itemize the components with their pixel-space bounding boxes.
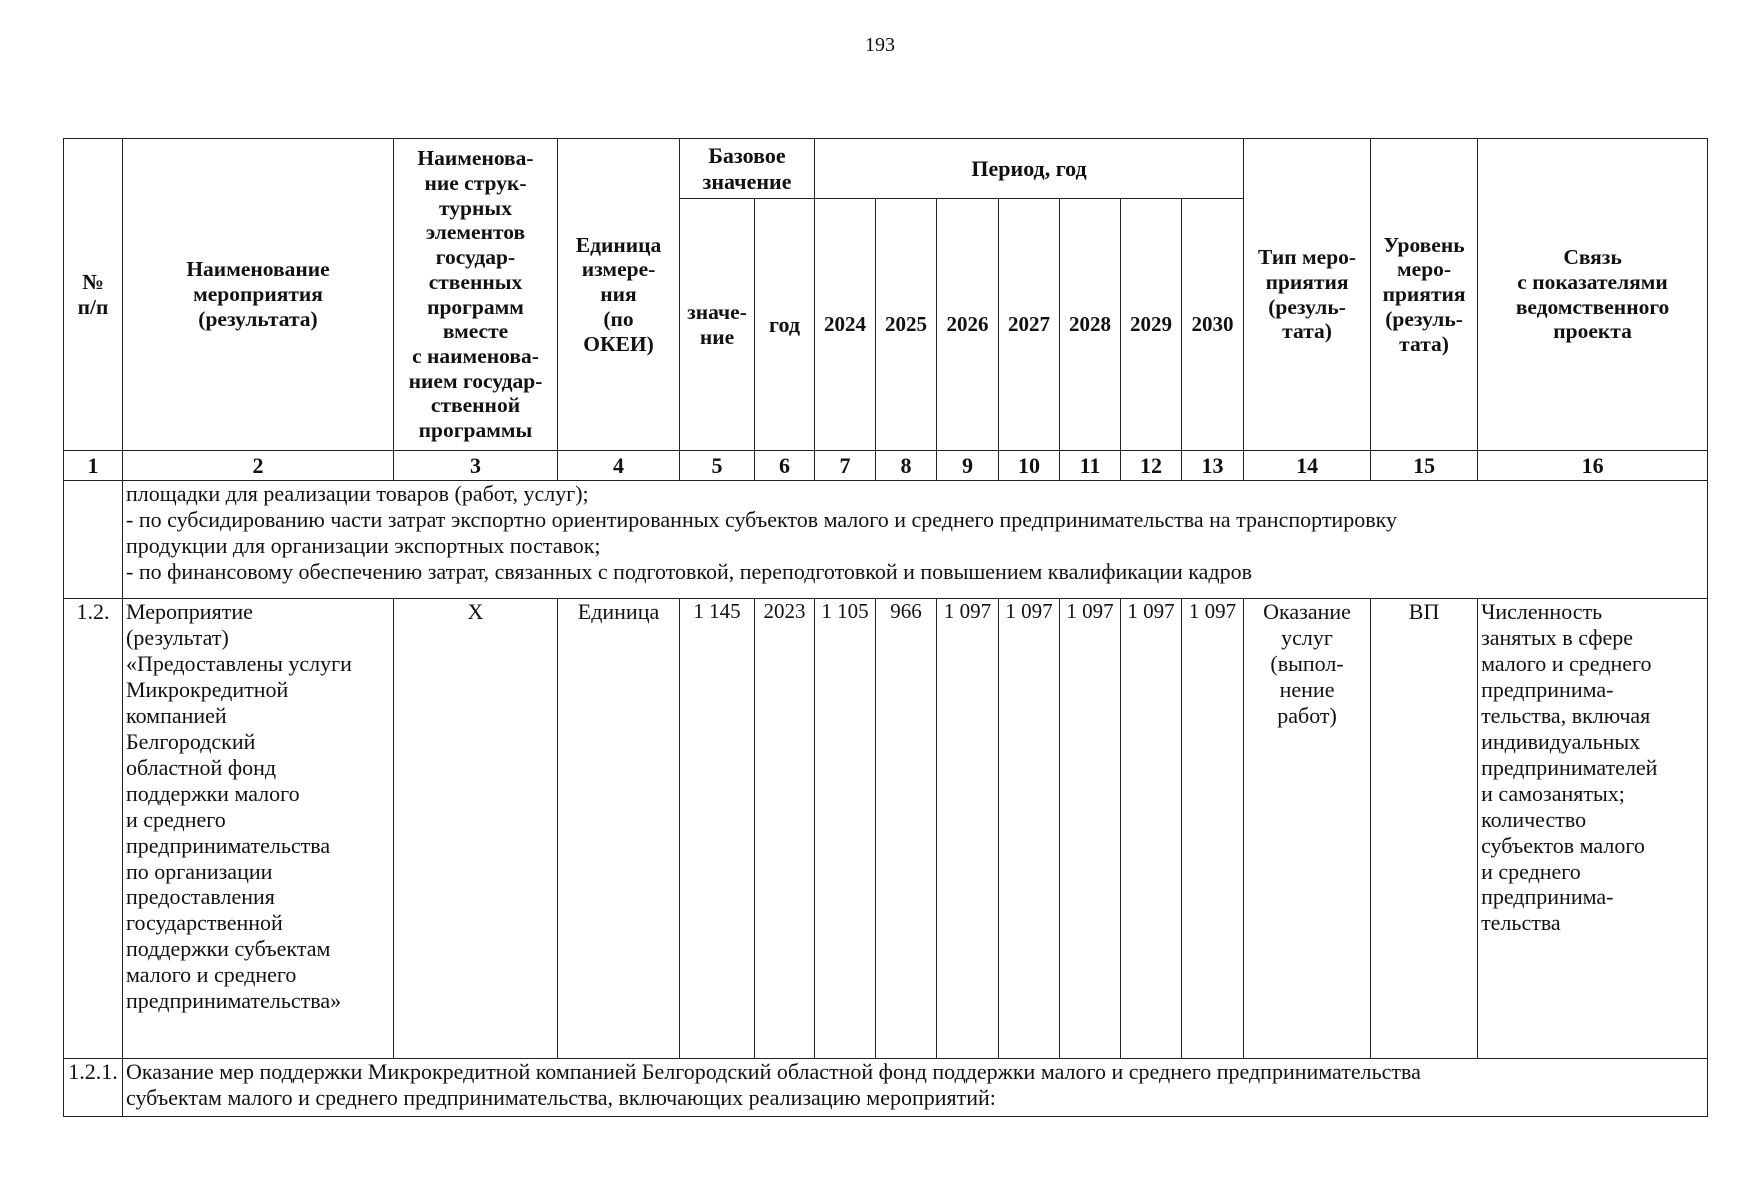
unit: Единица xyxy=(558,599,680,1059)
measures-table xyxy=(63,138,1708,1117)
header-year-2027: 2027 xyxy=(999,199,1060,451)
value-2027: 1 097 xyxy=(999,599,1060,1059)
column-number: 7 xyxy=(815,451,876,481)
column-number: 11 xyxy=(1060,451,1121,481)
column-number: 1 xyxy=(64,451,123,481)
column-number: 3 xyxy=(394,451,558,481)
header-structural-elements: Наименова- ние струк- турных элементов государ- ственных программ вместе с наименова- нием государ- ственной программы xyxy=(394,139,558,451)
continuation-text: площадки для реализации товаров (работ, услуг); - по субсидированию части затрат экспортно ориентированных субъектов малого и среднего предпринимательства на транспортировку продукции для организации экспортных поставок; - по финансовому обеспечению затрат, связанных с подготовкой, переподготовкой и повышением квалификации кадров xyxy=(123,481,1708,599)
header-num: № п/п xyxy=(64,139,123,451)
column-number: 13 xyxy=(1182,451,1244,481)
header-year-2026: 2026 xyxy=(937,199,999,451)
project-link: Численность занятых в сфере малого и среднего предпринима- тельства, включая индивидуальных предпринимателей и самозанятых; количество субъектов малого и среднего предпринима- тельства xyxy=(1478,599,1708,1059)
value-2026: 1 097 xyxy=(937,599,999,1059)
table-row-1-2 xyxy=(64,599,1708,1059)
column-number: 6 xyxy=(755,451,815,481)
column-number: 8 xyxy=(876,451,937,481)
measure-name: Мероприятие (результат) «Предоставлены услуги Микрокредитной компанией Белгородский областной фонд поддержки малого и среднего предпринимательства по организации предоставления государственной поддержки субъектам малого и среднего предпринимательства» xyxy=(123,599,394,1059)
column-numbers-row xyxy=(64,451,1708,481)
column-number: 15 xyxy=(1371,451,1478,481)
subrow-text: Оказание мер поддержки Микрокредитной компанией Белгородский областной фонд поддержки малого и среднего предпринимательства субъектам малого и среднего предпринимательства, включающих реализацию мероприятий: xyxy=(123,1059,1708,1117)
header-level: Уровень меро- приятия (резуль- тата) xyxy=(1371,139,1478,451)
column-number: 9 xyxy=(937,451,999,481)
value-2029: 1 097 xyxy=(1121,599,1182,1059)
base-value: 1 145 xyxy=(680,599,755,1059)
base-year: 2023 xyxy=(755,599,815,1059)
row-number: 1.2. xyxy=(64,599,123,1059)
header-base-year: год xyxy=(755,199,815,451)
value-2024: 1 105 xyxy=(815,599,876,1059)
continuation-num-cell xyxy=(64,481,123,599)
header-unit: Единица измере- ния (по ОКЕИ) xyxy=(558,139,680,451)
column-number: 12 xyxy=(1121,451,1182,481)
header-year-2029: 2029 xyxy=(1121,199,1182,451)
continuation-row xyxy=(64,481,1708,599)
value-2030: 1 097 xyxy=(1182,599,1244,1059)
header-year-2025: 2025 xyxy=(876,199,937,451)
header-name: Наименование мероприятия (результата) xyxy=(123,139,394,451)
measure-level: ВП xyxy=(1371,599,1478,1059)
column-number: 2 xyxy=(123,451,394,481)
header-base-value: Базовое значение xyxy=(680,139,815,199)
column-number: 10 xyxy=(999,451,1060,481)
column-number: 16 xyxy=(1478,451,1708,481)
header-year-2030: 2030 xyxy=(1182,199,1244,451)
value-2025: 966 xyxy=(876,599,937,1059)
column-number: 5 xyxy=(680,451,755,481)
column-number: 4 xyxy=(558,451,680,481)
row-number: 1.2.1. xyxy=(64,1059,123,1117)
header-year-2024: 2024 xyxy=(815,199,876,451)
header-base-value-value: значе- ние xyxy=(680,199,755,451)
header-type: Тип меро- приятия (резуль- тата) xyxy=(1244,139,1371,451)
header-year-2028: 2028 xyxy=(1060,199,1121,451)
page-number: 193 xyxy=(865,34,895,56)
header-period: Период, год xyxy=(815,139,1244,199)
value-2028: 1 097 xyxy=(1060,599,1121,1059)
structural-element: Х xyxy=(394,599,558,1059)
column-number: 14 xyxy=(1244,451,1371,481)
header-link: Связь с показателями ведомственного проекта xyxy=(1478,139,1708,451)
table-row-1-2-1 xyxy=(64,1059,1708,1117)
measure-type: Оказание услуг (выпол- нение работ) xyxy=(1244,599,1371,1059)
